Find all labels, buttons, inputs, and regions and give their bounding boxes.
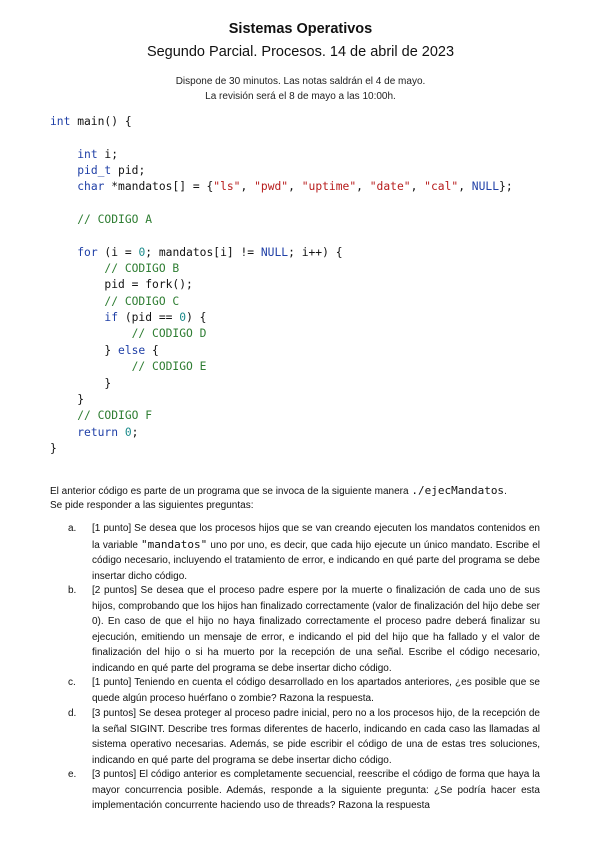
code-token: // CODIGO C — [104, 294, 180, 308]
code-token: // CODIGO D — [131, 327, 207, 341]
code-token: *mandatos[] = { — [104, 180, 214, 194]
code-line — [50, 310, 513, 326]
code-line — [50, 114, 513, 130]
code-token: return — [77, 425, 119, 439]
intro-paragraph — [50, 484, 570, 497]
question-label: a. — [68, 523, 77, 534]
intro-instructions: Se pide responder a las siguientes preguntas: — [50, 500, 254, 511]
code-line — [50, 277, 513, 293]
code-token: // CODIGO A — [77, 213, 153, 227]
code-line — [50, 359, 513, 375]
question-text: [3 puntos] El código anterior es completamente secuencial, reescribe el código de forma que haya la mayor concurrencia posible. Además, responde a la siguiente pregunta: ¿Se podría hacer esta implementación concurrente haciendo uso de threads? Razona la respuesta — [92, 769, 540, 811]
code-token: pid = fork(); — [50, 278, 193, 292]
code-line — [50, 425, 513, 441]
code-token: "uptime" — [301, 180, 357, 194]
question-item — [70, 675, 540, 706]
question-text: [1 punto] Teniendo en cuenta el código desarrollado en los apartados anteriores, ¿es posible que se quede algún proceso huérfano o zombie? Razona la respuesta. — [92, 677, 540, 704]
code-token: else — [118, 343, 146, 357]
code-token — [50, 180, 77, 193]
intro-text-end: . — [504, 486, 507, 497]
code-token — [50, 213, 77, 226]
code-token — [50, 360, 132, 373]
code-token: // CODIGO B — [104, 262, 180, 276]
code-token: "pwd" — [254, 180, 289, 194]
code-token: int — [50, 115, 71, 128]
question-text-part: uno por uno, es decir, que cada hijo ejecute un único mandato. Escribe el código necesario, incluyendo el tratamiento de error, e indicando en qué parte del programa se debe insertar dicho código. — [92, 539, 541, 582]
code-token: , — [356, 180, 370, 194]
code-token: , — [458, 180, 472, 194]
program-invocation: ./ejecMandatos — [411, 484, 505, 497]
code-token: 0 — [179, 311, 187, 325]
code-token — [118, 426, 125, 439]
code-line — [50, 326, 513, 342]
code-token: } — [50, 441, 57, 455]
question-text: [2 puntos] Se desea que el proceso padre espere por la muerte o finalización de cada uno de sus hijos, comprobando que los hijos han finalizado correctamente (valor de finalización del hijo debe ser 0). En caso de que el hijo no haya finalizado correctamente el proceso padre deberá finalizar su ejecución, emitiendo un mensaje de error, e indicando el pid del hijo que ha fallado y el valor de finalización del hijo o si ha muerto por la recepción de una señal. Escribe el código necesario, indicando en qué parte del programa se debe insertar dicho código. — [92, 585, 540, 674]
code-token: ; i++) { — [288, 245, 343, 259]
code-token: pid; — [111, 164, 146, 178]
code-token: int — [77, 147, 98, 161]
document-title: Sistemas Operativos — [228, 21, 373, 37]
code-token — [50, 246, 77, 259]
intro-text: El anterior código es parte de un programa que se invoca de la siguiente manera — [50, 486, 412, 497]
code-token — [50, 148, 77, 161]
question-text-part: [1 punto] Se desea que los procesos hijos que se van creando ejecuten los mandatos contenidos en la variable — [92, 523, 540, 551]
code-token: } — [50, 392, 85, 406]
code-line — [50, 441, 513, 457]
code-line — [50, 163, 513, 179]
code-listing — [50, 114, 513, 457]
code-line — [50, 179, 513, 195]
code-token: 0 — [124, 425, 132, 439]
code-token — [50, 426, 77, 439]
code-line — [50, 294, 513, 310]
code-token: // CODIGO E — [131, 360, 207, 374]
code-token — [50, 409, 77, 422]
code-line — [50, 261, 513, 277]
code-token: ) { — [186, 311, 207, 325]
code-token: char — [77, 180, 105, 194]
question-label: c. — [68, 677, 76, 688]
question-text — [92, 521, 540, 584]
code-token: "cal" — [424, 180, 459, 194]
code-token — [50, 262, 104, 275]
code-line — [50, 392, 513, 408]
code-token: (i = — [97, 245, 139, 259]
question-label: b. — [68, 585, 77, 596]
code-line — [50, 130, 513, 146]
code-token: , — [288, 180, 302, 194]
question-item — [70, 521, 540, 584]
code-line — [50, 196, 513, 212]
code-token: , — [240, 180, 255, 194]
code-token: }; — [499, 180, 513, 194]
code-token — [50, 327, 132, 340]
code-token: , — [410, 180, 425, 194]
code-token: (pid == — [118, 311, 180, 325]
question-label: e. — [68, 769, 77, 780]
code-token — [50, 311, 104, 324]
document-subtitle: Segundo Parcial. Procesos. 14 de abril de 2023 — [146, 44, 455, 60]
code-token: i; — [97, 147, 119, 161]
code-line — [50, 376, 513, 392]
code-token: main() { — [70, 115, 132, 128]
code-token — [50, 295, 104, 308]
code-token: 0 — [138, 245, 146, 259]
code-token: for — [77, 245, 98, 259]
code-token: NULL — [471, 180, 500, 194]
code-line — [50, 245, 513, 261]
code-token: { — [145, 343, 159, 357]
code-token: NULL — [260, 245, 289, 259]
code-token: ; — [131, 425, 139, 439]
code-token: // CODIGO F — [77, 409, 153, 423]
code-line — [50, 343, 513, 359]
question-text: [3 puntos] Se desea proteger al proceso padre inicial, pero no a los procesos hijo, de la recepción de la señal SIGINT. Describe tres formas diferentes de hacerlo, indicando en cada caso las llamadas al sistema operativo necesarias. Además, se pide escribir el código de una de estas tres soluciones, indicando en qué parte del programa se debe insertar dicho código. — [92, 708, 540, 766]
question-code-ref: "mandatos" — [141, 537, 208, 551]
question-item — [70, 767, 540, 814]
code-line — [50, 408, 513, 424]
code-token: if — [104, 311, 119, 325]
code-line — [50, 212, 513, 228]
code-line — [50, 147, 513, 163]
question-label: d. — [68, 708, 77, 719]
question-item — [70, 583, 540, 676]
code-line — [50, 228, 513, 244]
question-item — [70, 706, 540, 768]
code-token: pid_t — [77, 164, 112, 178]
code-token: "date" — [369, 180, 411, 194]
exam-review-note: La revisión será el 8 de mayo a las 10:00h. — [205, 91, 396, 102]
code-token — [50, 164, 77, 177]
code-token: "ls" — [213, 180, 241, 194]
code-token: } — [50, 343, 119, 357]
code-token: } — [50, 376, 112, 390]
code-token: ; mandatos[i] != — [145, 245, 261, 259]
exam-duration-note: Dispone de 30 minutos. Las notas saldrán el 4 de mayo. — [175, 76, 426, 87]
